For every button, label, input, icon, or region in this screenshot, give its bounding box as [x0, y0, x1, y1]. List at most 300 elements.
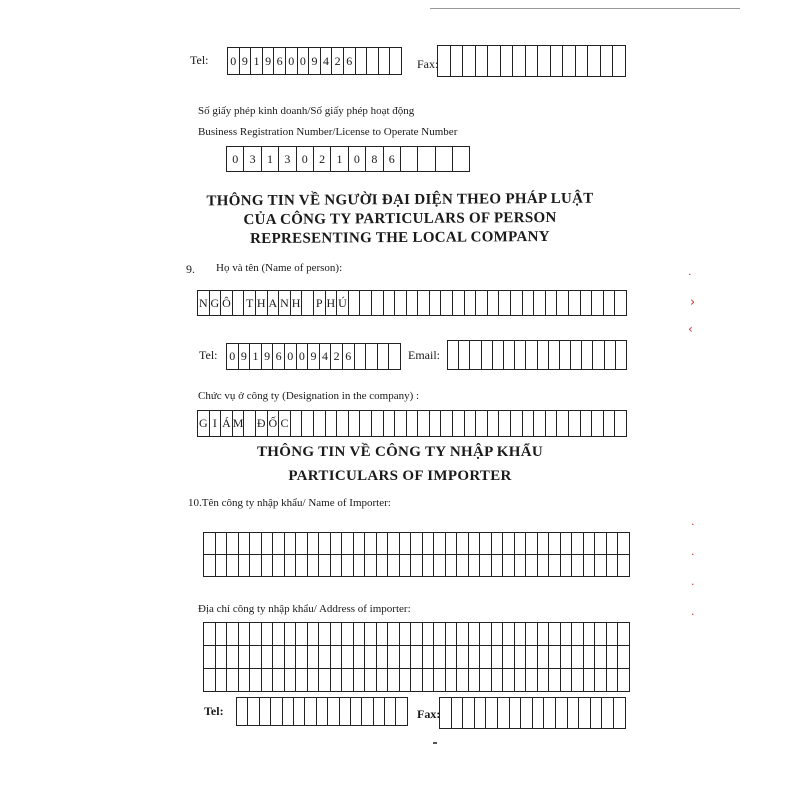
- fax-top-digit-box: [476, 46, 489, 76]
- importer-name-cell: [584, 555, 596, 577]
- fax-top-digit-box: [588, 46, 601, 76]
- importer-address-cell: [411, 669, 423, 692]
- importer-address-cell: [469, 623, 481, 646]
- importer-name-cell: [492, 555, 504, 577]
- license-digit-box: 3: [279, 147, 296, 171]
- importer-address-cell: [411, 623, 423, 646]
- importer-address-cell: [216, 623, 228, 646]
- importer-name-cell: [216, 555, 228, 577]
- importer-address-cell: [377, 669, 389, 692]
- importer-name-grid[interactable]: [203, 532, 630, 577]
- importer-heading-line2: PARTICULARS OF IMPORTER: [288, 468, 512, 484]
- importer-name-cell: [388, 555, 400, 577]
- name-char-box: [615, 291, 627, 315]
- stamp-bleed-7: ·: [691, 608, 695, 621]
- name-char-box: [592, 291, 604, 315]
- name-label: Họ và tên (Name of person):: [216, 262, 343, 274]
- importer-address-cell: [204, 623, 216, 646]
- name-char-box: G: [210, 291, 222, 315]
- importer-name-cell: [342, 555, 354, 577]
- importer-address-cell: [526, 646, 538, 669]
- importer-name-cell: [446, 533, 458, 555]
- email-input-rep[interactable]: [447, 340, 627, 370]
- importer-address-cell: [492, 669, 504, 692]
- license-digit-box: [453, 147, 470, 171]
- name-char-box: [465, 291, 477, 315]
- importer-address-cell: [446, 669, 458, 692]
- fax-top-digit-box: [526, 46, 539, 76]
- importer-name-cell: [480, 555, 492, 577]
- designation-char-box: [615, 411, 627, 436]
- importer-address-cell: [331, 669, 343, 692]
- importer-address-cell: [388, 646, 400, 669]
- name-char-box: N: [279, 291, 291, 315]
- designation-char-box: [349, 411, 361, 436]
- designation-char-box: [557, 411, 569, 436]
- designation-char-box: [488, 411, 500, 436]
- designation-char-box: [395, 411, 407, 436]
- tel-top-digit-box: 6: [274, 48, 286, 74]
- rep-heading-line3: REPRESENTING THE LOCAL COMPANY: [250, 228, 550, 248]
- importer-name-cell: [561, 533, 573, 555]
- importer-name-cell: [354, 555, 366, 577]
- name-char-box: [418, 291, 430, 315]
- license-digit-box: 0: [297, 147, 314, 171]
- importer-address-cell: [480, 646, 492, 669]
- designation-char-box: [407, 411, 419, 436]
- name-char-box: [407, 291, 419, 315]
- name-char-box: Ú: [337, 291, 349, 315]
- importer-address-cell: [216, 646, 228, 669]
- designation-char-box: [418, 411, 430, 436]
- importer-address-cell: [319, 669, 331, 692]
- importer-address-cell: [239, 669, 251, 692]
- designation-char-box: [546, 411, 558, 436]
- email-rep-char-box: [538, 341, 549, 369]
- fax-top-digit-box: [463, 46, 476, 76]
- importer-address-cell: [262, 669, 274, 692]
- name-char-box: P: [314, 291, 326, 315]
- tel-importer-digit-box: [385, 698, 396, 725]
- email-label-rep: Email:: [408, 348, 440, 362]
- importer-address-cell: [377, 623, 389, 646]
- importer-address-cell: [618, 646, 630, 669]
- importer-name-cell: [607, 555, 619, 577]
- importer-name-cell: [342, 533, 354, 555]
- importer-name-label: 10.Tên công ty nhập khẩu/ Name of Importer:: [188, 497, 391, 509]
- designation-char-box: [604, 411, 616, 436]
- importer-name-cell: [308, 555, 320, 577]
- tel-rep-digit-box: [378, 344, 390, 369]
- importer-name-cell: [469, 533, 481, 555]
- fax-top-digit-box: [488, 46, 501, 76]
- importer-address-grid[interactable]: [203, 622, 630, 692]
- importer-address-cell: [285, 646, 297, 669]
- tel-importer-digit-box: [351, 698, 362, 725]
- stamp-bleed-5: ·: [691, 548, 695, 561]
- tel-top-digit-box: [367, 48, 379, 74]
- importer-name-cell: [296, 533, 308, 555]
- importer-address-cell: [423, 669, 435, 692]
- importer-name-cell: [572, 533, 584, 555]
- importer-address-cell: [584, 646, 596, 669]
- importer-name-cell: [411, 533, 423, 555]
- tel-rep-digit-box: 6: [273, 344, 285, 369]
- fax-input-importer[interactable]: [439, 697, 626, 729]
- importer-address-cell: [273, 646, 285, 669]
- tel-rep-digit-box: [366, 344, 378, 369]
- importer-name-cell: [595, 555, 607, 577]
- importer-address-label: Địa chỉ công ty nhập khẩu/ Address of importer:: [198, 603, 411, 615]
- fax-top-digit-box: [576, 46, 589, 76]
- rep-heading-line1: THÔNG TIN VỀ NGƯỜI ĐẠI DIỆN THEO PHÁP LUẬT: [206, 190, 594, 210]
- importer-address-cell: [549, 646, 561, 669]
- name-char-box: [384, 291, 396, 315]
- designation-char-box: [534, 411, 546, 436]
- designation-char-box: [372, 411, 384, 436]
- importer-address-cell: [411, 646, 423, 669]
- tel-top-digit-box: 0: [228, 48, 240, 74]
- importer-name-cell: [434, 533, 446, 555]
- fax-importer-digit-box: [591, 698, 603, 728]
- importer-address-cell: [549, 623, 561, 646]
- designation-char-box: [569, 411, 581, 436]
- tel-importer-digit-box: [294, 698, 305, 725]
- name-char-box: [523, 291, 535, 315]
- stamp-bleed-3: ‹: [688, 322, 693, 336]
- importer-name-cell: [503, 555, 515, 577]
- importer-address-cell: [262, 623, 274, 646]
- designation-char-box: [360, 411, 372, 436]
- importer-address-cell: [480, 623, 492, 646]
- fax-importer-digit-box: [452, 698, 464, 728]
- importer-address-cell: [618, 669, 630, 692]
- importer-name-cell: [503, 533, 515, 555]
- importer-address-cell: [227, 623, 239, 646]
- tel-rep-digit-box: 9: [308, 344, 320, 369]
- license-digit-box: 1: [262, 147, 279, 171]
- tel-top-digit-box: 9: [263, 48, 275, 74]
- tel-top-digit-box: 0: [286, 48, 298, 74]
- tel-importer-digit-box: [340, 698, 351, 725]
- importer-address-cell: [331, 646, 343, 669]
- importer-name-cell: [549, 555, 561, 577]
- email-rep-char-box: [470, 341, 481, 369]
- fax-importer-digit-box: [533, 698, 545, 728]
- designation-char-box: [337, 411, 349, 436]
- license-digit-box: 8: [366, 147, 383, 171]
- importer-name-cell: [227, 533, 239, 555]
- importer-address-cell: [273, 669, 285, 692]
- importer-address-cell: [607, 646, 619, 669]
- importer-address-cell: [434, 623, 446, 646]
- tel-importer-digit-box: [248, 698, 259, 725]
- importer-name-cell: [549, 533, 561, 555]
- tel-rep-digit-box: 1: [250, 344, 262, 369]
- tel-importer-digit-box: [317, 698, 328, 725]
- tel-importer-digit-box: [328, 698, 339, 725]
- importer-address-cell: [538, 623, 550, 646]
- importer-address-cell: [400, 646, 412, 669]
- importer-address-cell: [354, 669, 366, 692]
- fax-importer-digit-box: [440, 698, 452, 728]
- tel-rep-digit-box: 6: [343, 344, 355, 369]
- importer-address-cell: [296, 646, 308, 669]
- name-char-box: [488, 291, 500, 315]
- designation-char-box: [326, 411, 338, 436]
- importer-name-cell: [365, 555, 377, 577]
- importer-name-cell: [377, 555, 389, 577]
- email-rep-char-box: [526, 341, 537, 369]
- name-char-box: [395, 291, 407, 315]
- importer-address-cell: [595, 623, 607, 646]
- importer-address-cell: [239, 623, 251, 646]
- importer-address-cell: [492, 623, 504, 646]
- email-rep-char-box: [616, 341, 627, 369]
- email-rep-char-box: [571, 341, 582, 369]
- tel-input-importer[interactable]: [236, 697, 408, 726]
- name-char-box: Ô: [221, 291, 233, 315]
- designation-char-box: [581, 411, 593, 436]
- importer-address-cell: [457, 623, 469, 646]
- license-digit-box: 0: [227, 147, 244, 171]
- importer-name-cell: [538, 533, 550, 555]
- tel-top-digit-box: 4: [321, 48, 333, 74]
- importer-address-cell: [572, 669, 584, 692]
- rep-heading-line2: CỦA CÔNG TY PARTICULARS OF PERSON: [243, 209, 557, 229]
- importer-name-cell: [365, 533, 377, 555]
- email-rep-char-box: [504, 341, 515, 369]
- designation-char-box: [499, 411, 511, 436]
- importer-name-cell: [285, 533, 297, 555]
- fax-importer-digit-box: [510, 698, 522, 728]
- importer-name-cell: [423, 533, 435, 555]
- importer-address-cell: [354, 646, 366, 669]
- importer-name-cell: [446, 555, 458, 577]
- importer-address-cell: [561, 669, 573, 692]
- tel-input-top[interactable]: [227, 47, 402, 75]
- tel-rep-digit-box: 0: [227, 344, 239, 369]
- importer-address-cell: [239, 646, 251, 669]
- tel-top-digit-box: 1: [251, 48, 263, 74]
- importer-address-cell: [250, 623, 262, 646]
- importer-name-cell: [411, 555, 423, 577]
- importer-address-cell: [572, 623, 584, 646]
- importer-name-cell: [262, 533, 274, 555]
- importer-name-cell: [250, 555, 262, 577]
- tel-rep-digit-box: 0: [285, 344, 297, 369]
- designation-char-box: [244, 411, 256, 436]
- importer-address-cell: [584, 669, 596, 692]
- stamp-bleed-6: ·: [691, 578, 695, 591]
- name-char-box: [302, 291, 314, 315]
- designation-char-box: [511, 411, 523, 436]
- importer-address-cell: [342, 669, 354, 692]
- speck: [433, 742, 437, 744]
- email-rep-char-box: [515, 341, 526, 369]
- license-label-vi: Số giấy phép kinh doanh/Số giấy phép hoạt động: [198, 105, 415, 117]
- importer-name-cell: [239, 555, 251, 577]
- importer-address-cell: [342, 646, 354, 669]
- importer-address-cell: [515, 669, 527, 692]
- importer-name-cell: [308, 533, 320, 555]
- name-char-box: [511, 291, 523, 315]
- importer-address-cell: [526, 669, 538, 692]
- importer-name-cell: [480, 533, 492, 555]
- importer-address-cell: [584, 623, 596, 646]
- designation-char-box: [384, 411, 396, 436]
- importer-address-cell: [285, 623, 297, 646]
- fax-top-digit-box: [501, 46, 514, 76]
- email-rep-char-box: [459, 341, 470, 369]
- importer-name-cell: [561, 555, 573, 577]
- tel-top-digit-box: 9: [240, 48, 252, 74]
- tel-importer-digit-box: [305, 698, 316, 725]
- fax-importer-digit-box: [556, 698, 568, 728]
- importer-address-cell: [595, 646, 607, 669]
- tel-rep-digit-box: [389, 344, 401, 369]
- importer-address-cell: [319, 646, 331, 669]
- license-digit-box: 1: [331, 147, 348, 171]
- importer-name-cell: [388, 533, 400, 555]
- name-char-box: H: [326, 291, 338, 315]
- designation-input[interactable]: [197, 410, 627, 437]
- tel-label-top: Tel:: [190, 53, 209, 67]
- name-char-box: [372, 291, 384, 315]
- importer-address-cell: [273, 623, 285, 646]
- fax-importer-digit-box: [544, 698, 556, 728]
- importer-name-cell: [354, 533, 366, 555]
- importer-name-cell: [285, 555, 297, 577]
- email-rep-char-box: [582, 341, 593, 369]
- name-char-box: A: [268, 291, 280, 315]
- importer-address-cell: [388, 623, 400, 646]
- email-rep-char-box: [493, 341, 504, 369]
- importer-address-cell: [296, 623, 308, 646]
- importer-name-cell: [377, 533, 389, 555]
- importer-address-cell: [250, 646, 262, 669]
- importer-address-cell: [469, 646, 481, 669]
- importer-address-cell: [388, 669, 400, 692]
- importer-address-cell: [400, 623, 412, 646]
- license-digit-box: 2: [314, 147, 331, 171]
- importer-address-cell: [227, 669, 239, 692]
- importer-name-cell: [296, 555, 308, 577]
- importer-address-cell: [572, 646, 584, 669]
- importer-name-cell: [572, 555, 584, 577]
- fax-top-digit-box: [451, 46, 464, 76]
- name-char-box: H: [291, 291, 303, 315]
- importer-name-cell: [515, 533, 527, 555]
- tel-rep-digit-box: 9: [262, 344, 274, 369]
- importer-address-cell: [480, 669, 492, 692]
- importer-address-cell: [469, 669, 481, 692]
- tel-label-rep: Tel:: [199, 348, 218, 362]
- importer-name-cell: [423, 555, 435, 577]
- importer-address-cell: [561, 623, 573, 646]
- importer-name-cell: [515, 555, 527, 577]
- importer-name-cell: [400, 555, 412, 577]
- license-number-input[interactable]: [226, 146, 470, 172]
- importer-address-cell: [607, 623, 619, 646]
- fax-top-digit-box: [601, 46, 614, 76]
- email-rep-char-box: [482, 341, 493, 369]
- importer-name-cell: [457, 555, 469, 577]
- importer-address-cell: [607, 669, 619, 692]
- importer-name-cell: [262, 555, 274, 577]
- name-char-box: [349, 291, 361, 315]
- tel-rep-digit-box: 2: [331, 344, 343, 369]
- importer-address-cell: [319, 623, 331, 646]
- importer-name-cell: [273, 533, 285, 555]
- fax-top-digit-box: [563, 46, 576, 76]
- license-digit-box: [401, 147, 418, 171]
- designation-char-box: [476, 411, 488, 436]
- importer-address-cell: [423, 623, 435, 646]
- name-char-box: T: [244, 291, 256, 315]
- importer-address-cell: [308, 669, 320, 692]
- designation-char-box: C: [279, 411, 291, 436]
- name-char-box: [581, 291, 593, 315]
- importer-address-cell: [342, 623, 354, 646]
- importer-address-cell: [204, 646, 216, 669]
- tel-top-digit-box: 0: [298, 48, 310, 74]
- designation-label: Chức vụ ở công ty (Designation in the company) :: [198, 390, 420, 402]
- fax-top-digit-box: [513, 46, 526, 76]
- fax-importer-digit-box: [521, 698, 533, 728]
- name-char-box: H: [256, 291, 268, 315]
- importer-address-cell: [365, 669, 377, 692]
- fax-importer-digit-box: [486, 698, 498, 728]
- importer-address-cell: [538, 646, 550, 669]
- fax-input-top[interactable]: [437, 45, 626, 77]
- name-char-box: [557, 291, 569, 315]
- fax-label-importer: Fax:: [417, 707, 441, 721]
- designation-char-box: [592, 411, 604, 436]
- importer-address-cell: [227, 646, 239, 669]
- importer-address-cell: [250, 669, 262, 692]
- importer-name-cell: [618, 533, 630, 555]
- tel-importer-digit-box: [283, 698, 294, 725]
- importer-address-cell: [446, 623, 458, 646]
- tel-importer-digit-box: [396, 698, 407, 725]
- top-edge-line: [430, 8, 740, 9]
- license-digit-box: [418, 147, 435, 171]
- stamp-bleed-1: ·: [688, 268, 692, 281]
- section-9-number: 9.: [186, 262, 195, 276]
- importer-name-cell: [227, 555, 239, 577]
- email-rep-char-box: [605, 341, 616, 369]
- designation-char-box: [291, 411, 303, 436]
- importer-heading-line1: THÔNG TIN VỀ CÔNG TY NHẬP KHẨU: [257, 444, 543, 460]
- name-input[interactable]: [197, 290, 627, 316]
- tel-rep-digit-box: 0: [297, 344, 309, 369]
- importer-address-cell: [262, 646, 274, 669]
- importer-address-cell: [204, 669, 216, 692]
- importer-address-cell: [434, 646, 446, 669]
- name-char-box: [534, 291, 546, 315]
- fax-importer-digit-box: [614, 698, 626, 728]
- importer-address-cell: [526, 623, 538, 646]
- fax-label-top: Fax:: [417, 57, 439, 71]
- tel-rep-digit-box: 9: [239, 344, 251, 369]
- importer-address-cell: [400, 669, 412, 692]
- tel-input-rep[interactable]: [226, 343, 401, 370]
- license-digit-box: 6: [384, 147, 401, 171]
- stamp-bleed-2: ›: [690, 295, 696, 310]
- importer-address-cell: [216, 669, 228, 692]
- importer-name-cell: [331, 533, 343, 555]
